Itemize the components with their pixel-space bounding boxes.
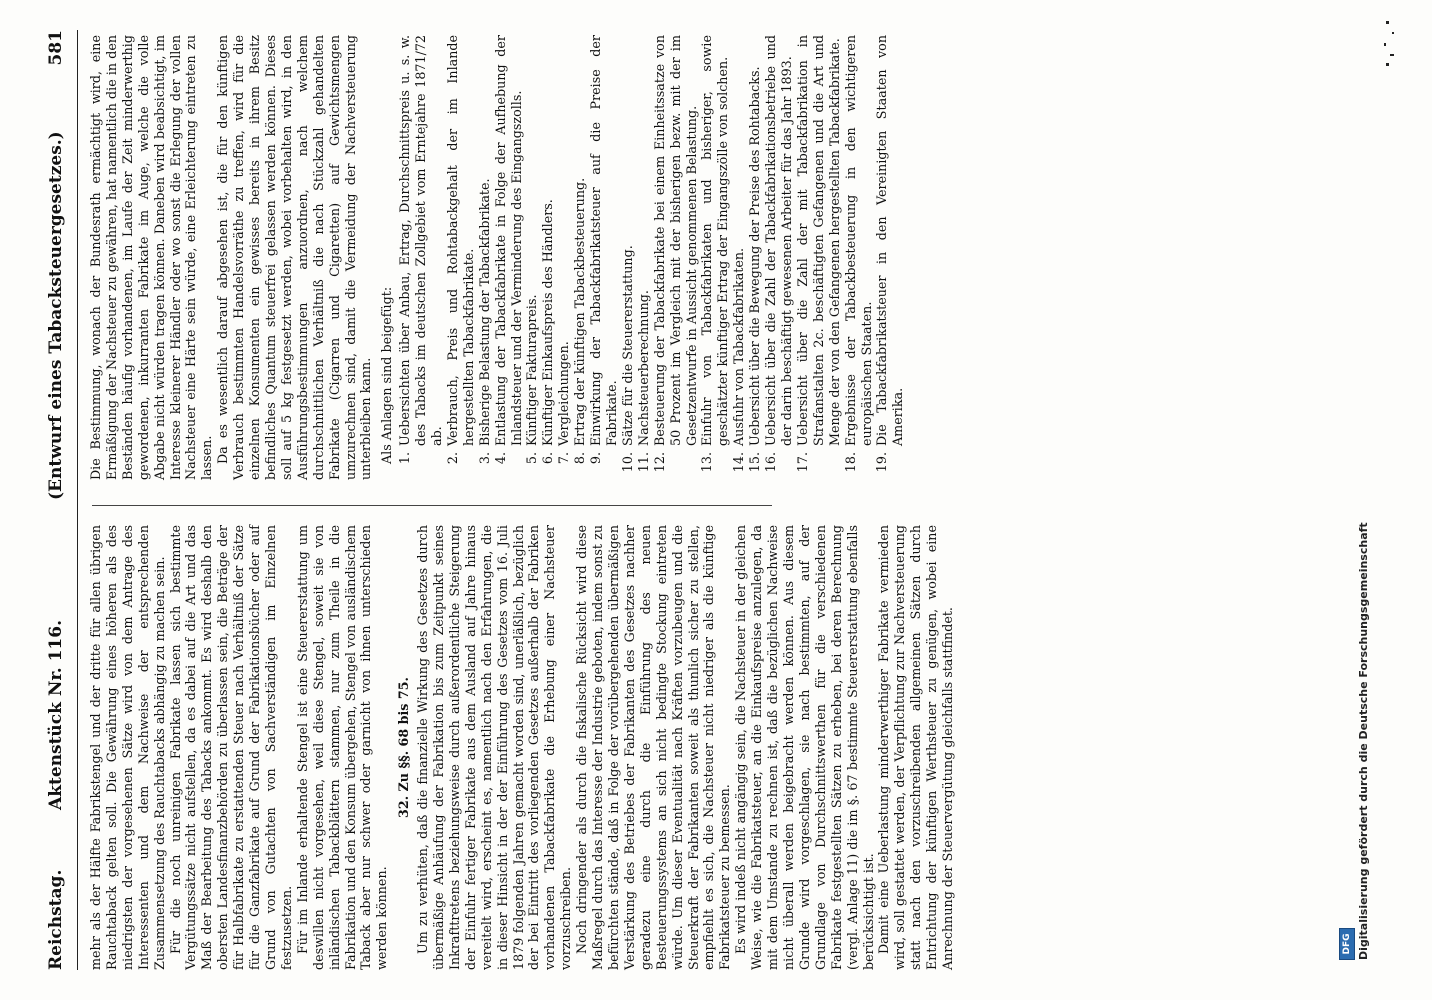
list-item: 15. Uebersicht über die Bewegung der Preise des Rohtabacks.	[747, 66, 763, 473]
scan-artifact-marks	[1380, 10, 1420, 70]
right-paragraph-2: Da es wesentlich darauf abgesehen ist, die für den künftigen Verbrauch bestimmten Handelsvorräthe zu treffen, wird für die einzelnen Konsumenten ein gewisses bereits in ihrem Besitz befindliches Quantum steuerfrei gelassen werden können. Dieses soll auf 5 kg festgesetzt werden, wobei vorbehalten wird, in den Ausführungsbestimmungen anzuordnen, nach welchem durchschnittlichen Verhältniß die nach Stückzahl gehandelten Fabrikate (Cigarren und Cigaretten) auf Gewichtsmengen umzurechnen sind, damit die Vermeidung der Nachversteuerung unterbleiben kann.	[215, 35, 374, 480]
list-item: 5. Künftiger Fakturapreis.	[524, 294, 540, 465]
list-item: 12. Besteuerung der Tabackfabrikate bei einem Einheitssatze von 50 Prozent im Vergleich mit der bisherigen bezw. mit der im Gesetzentwurfe in Aussicht genommenen Belastung.	[651, 35, 699, 473]
list-item: 16. Uebersicht über die Zahl der Tabackfabrikationsbetriebe und der darin beschäftigt gewesenen Arbeiter für das Jahr 1893.	[763, 35, 794, 473]
left-paragraph-5: Noch dringender als durch die fiskalische Rücksicht wird diese Maßregel durch das Interesse der Industrie geboten, indem sonst zu befürchten stände, daß in Folge der vorübergehenden übermäßigen Verstärkung des Betriebes der Fabrikanten des Gesetzes nachher geradezu eine durch die Einführung des neuen Besteuerungssystems an sich nicht bedingte Stockung eintreten würde. Um dieser Eventualität nach Kräften vorzubeugen und die Steuerkraft der Fabrikanten soweit als thunlich sicher zu stellen, empfiehlt es sich, die Nachsteuer nicht niedriger als die künftige Fabrikatsteuer zu bemessen.	[574, 525, 733, 970]
right-paragraph-1: Die Bestimmung, wonach der Bundesrath ermächtigt wird, eine Ermäßigung der Nachsteuer zu gewähren, hat namentlich die in den Beständen häufig vorhandenen, im Laufe der Zeit minderwerthig gewordenen, inkurranten Fabrikate im Auge, welche die volle Abgabe nicht würden tragen können. Daneben wird beabsichtigt, im Interesse kleinerer Händler oder wo sonst die Erlegung der vollen Nachsteuer eine Härte sein würde, eine Erleichterung eintreten zu lassen.	[88, 35, 215, 480]
header-left: Reichstag.	[46, 869, 66, 970]
left-paragraph-6: Es wird indeß nicht angängig sein, die Nachsteuer in der gleichen Weise, wie die Fabrikatsteuer, an die Einkaufspreise anzulegen, da mit dem Umstande zu rechnen ist, daß die bezüglichen Nachweise nicht überall werden beigebracht werden können. Aus diesem Grunde wird vorgeschlagen, sie nach bestimmten, auf der Grundlage von Durchschnittswerthen für die verschiedenen Fabrikate festgestellten Sätzen zu erheben, bei deren Berechnung (vergl. Anlage 11) die im §. 67 bestimmte Steuererstattung ebenfalls berücksichtigt ist.	[733, 525, 876, 970]
list-item: 8. Ertrag der künftigen Tabackbesteuerung.	[572, 177, 588, 465]
list-item: 1. Uebersichten über Anbau, Ertrag, Durchschnittspreis u. s. w. des Tabacks im deutschen Zollgebiet vom Erntejahre 1871/72 ab.	[397, 35, 445, 465]
list-item: 11. Nachsteuerberechnung.	[635, 290, 651, 473]
digitization-footer	[1342, 40, 1385, 960]
list-item: 3. Bisherige Belastung der Tabackfabrikate.	[476, 178, 492, 465]
section-heading: 32. Zu §§. 68 bis 75.	[396, 677, 412, 818]
dfg-logo: DFG	[1339, 928, 1355, 960]
list-item: 4. Entlastung der Tabackfabrikate in Folge der Aufhebung der Inlandsteuer und der Verminderung des Eingangszolls.	[492, 35, 524, 465]
list-item: 10. Sätze für die Steuererstattung.	[619, 245, 635, 473]
list-item: 13. Einfuhr von Tabackfabrikaten und bisheriger, sowie geschätzter künftiger Ertrag der Eingangszölle von solchen.	[699, 35, 731, 473]
list-item: 7. Vergleichungen.	[556, 341, 572, 465]
list-item: 9. Einwirkung der Tabackfabrikatsteuer auf die Preise der Fabrikate.	[588, 35, 619, 465]
annex-list	[397, 35, 906, 480]
left-paragraph-7: Damit eine Ueberlastung minderwerthiger Fabrikate vermieden wird, soll gestattet werden, der Verpflichtung zur Nachversteuerung statt nach den vorzuschreibenden allgemeinen Sätzen durch Entrichtung der künftigen Werthsteuer zu genügen, wobei eine Anrechnung der Steuervergütung gleichfalls stattfindet.	[876, 525, 956, 970]
list-item: 19. Die Tabackfabrikatsteuer in den Vereinigten Staaten von Amerika.	[874, 35, 906, 473]
left-paragraph-3: Für im Inlande erhaltende Stengel ist eine Steuererstattung um deswillen nicht vorgesehen, weil diese Stengel, soweit sie von inländischen Tabackblättern stammen, nur zum Theile in die Fabrikation und den Konsum übergehen, Stengel von ausländischem Taback aber nur schwer oder garnicht von ihnen unterschieden werden können.	[294, 525, 390, 970]
right-column	[88, 35, 906, 480]
page-number: 581	[46, 30, 66, 66]
left-paragraph-1: mehr als der Hälfte Fabrikstengel und der dritte für allen übrigen Rauchtaback gelten soll. Die Gewährung eines höheren als des niedrigsten der vorgesehenen Sätze wird von dem Antrage des Interessenten und dem Nachweise der entsprechenden Zusammensetzung des Rauchtabacks abhängig zu machen sein.	[88, 525, 167, 970]
annex-intro: Als Anlagen sind beigefügt:	[379, 286, 395, 464]
column-divider	[92, 505, 772, 506]
list-item: 6. Künftiger Einkaufspreis des Händlers.	[540, 199, 556, 465]
left-paragraph-2: Für die noch unreinigen Fabrikate lassen sich bestimmte Vergütungssätze nicht aufstellen, da es dabei auf die Art und das Maß der Bearbeitung des Tabacks ankommt. Es wird deshalb den obersten Landesfinanzbehörden zu überlassen sein, die Beträge der für Halbfabrikate zu erstattenden Steuer nach Verhältniß der Sätze für die Ganzfabrikate auf Grund der Fabrikationsbücher oder auf Grund von Gutachten von Sachverständigen im Einzelnen festzusetzen.	[167, 525, 294, 970]
page-header	[35, 30, 78, 970]
list-item: 14. Ausfuhr von Tabackfabrikaten.	[731, 247, 747, 473]
list-item: 17. Uebersicht über die Zahl der mit Tabackfabrikation in Strafanstalten 2c. beschäftigten Gefangenen und die Art und Menge der von den Gefangenen hergestellten Tabackfabrikate.	[794, 35, 842, 473]
list-item: 18. Ergebnisse der Tabackbesteuerung in den wichtigeren europäischen Staaten.	[842, 35, 874, 473]
footer-text: Digitalisierung gefördert durch die Deutsche Forschungsgemeinschaft	[1357, 522, 1370, 960]
left-column	[88, 525, 956, 970]
left-paragraph-4: Um zu verhüten, daß die finanzielle Wirkung des Gesetzes durch übermäßige Anhäufung der Fabrikation bis zum Zeitpunkt seines Inkrafttretens beziehungsweise durch außerordentliche Steigerung der Einfuhr fertiger Fabrikate aus dem Ausland auf Jahre hinaus vereitelt wird, erscheint es, namentlich nach den Erfahrungen, die in dieser Hinsicht in der der Einführung des Gesetzes vom 16. Juli 1879 folgenden Jahren gemacht worden sind, unerläßlich, bezüglich der bei Eintritt des vorliegenden Gesetzes außerhalb der Fabriken vorhandenen Tabackfabrikate die Erhebung einer Nachsteuer vorzuschreiben.	[415, 525, 574, 970]
header-center: Aktenstück Nr. 116.	[46, 619, 66, 810]
header-right: (Entwurf eines Tabacksteuergesetzes.)	[46, 131, 66, 500]
list-item: 2. Verbrauch, Preis und Rohtabackgehalt der im Inlande hergestellten Tabackfabrikate.	[444, 35, 476, 465]
